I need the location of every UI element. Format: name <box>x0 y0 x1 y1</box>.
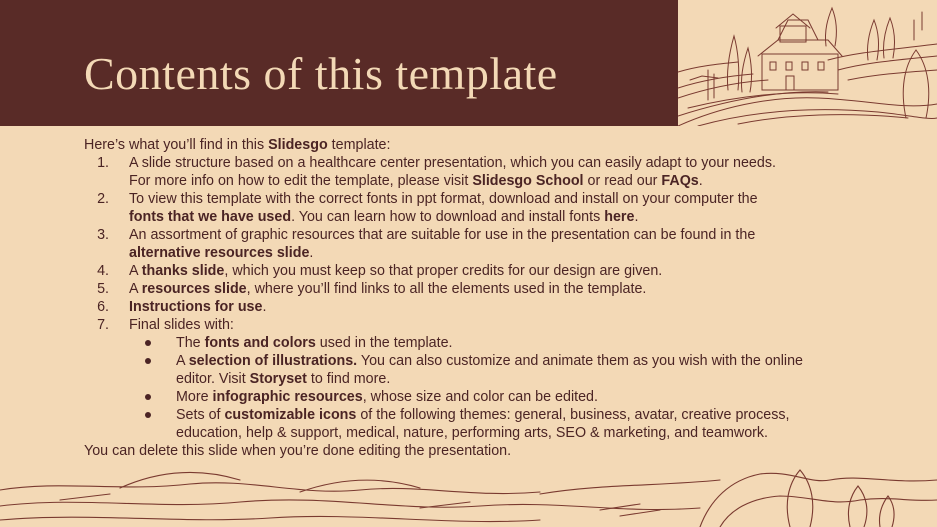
sub-list-item <box>129 406 864 442</box>
title-bar <box>0 0 678 126</box>
intro-text: Here’s what you’ll find in this Slidesgo template: <box>84 137 391 153</box>
list-number: 4. <box>97 263 109 279</box>
sub-list-item <box>129 334 864 352</box>
contents-body <box>84 136 864 460</box>
body-text: of the following themes: general, business, avatar, creative process, <box>356 407 790 423</box>
list-item-line <box>129 154 864 172</box>
highlight-text: fonts and colors <box>204 335 316 351</box>
highlight-text: Slidesgo School <box>472 173 584 189</box>
highlight-text: customizable icons <box>224 407 357 423</box>
list-number: 5. <box>97 281 109 297</box>
list-item-line <box>129 226 864 244</box>
body-text: You can also customize and animate them as you wish with the online <box>357 353 804 369</box>
highlight-text: resources slide <box>141 281 247 297</box>
body-text: . <box>262 299 267 315</box>
sub-list-item-line <box>176 352 864 370</box>
body-text: Final slides with: <box>129 317 234 333</box>
highlight-text: Storyset <box>249 371 307 387</box>
sub-list-item-line <box>176 406 864 424</box>
contents-list <box>84 154 864 442</box>
villa-illustration <box>678 0 937 126</box>
list-item-line <box>129 208 864 226</box>
highlight-text: alternative resources slide <box>129 245 310 261</box>
list-item <box>84 226 864 262</box>
villa-drawing-icon <box>678 0 937 126</box>
list-item <box>84 262 864 280</box>
body-text: The <box>176 335 205 351</box>
body-text: . You can learn how to download and install fonts <box>291 209 605 225</box>
list-item <box>84 280 864 298</box>
body-text: To view this template with the correct fonts in ppt format, download and install on your computer the <box>129 191 758 207</box>
body-text: Sets of <box>176 407 225 423</box>
list-item <box>84 298 864 316</box>
highlight-text: infographic resources <box>212 389 363 405</box>
landscape-illustration <box>0 440 937 527</box>
sub-list-item <box>129 388 864 406</box>
list-item <box>84 190 864 226</box>
sub-list <box>129 334 864 442</box>
body-text: , where you’ll find links to all the elements used in the template. <box>246 281 647 297</box>
list-number: 1. <box>97 155 109 171</box>
slide-title: Contents of this template <box>84 48 558 99</box>
list-item-line <box>129 262 864 280</box>
list-item-line <box>129 298 864 316</box>
body-text: A <box>129 263 142 279</box>
highlight-text: thanks slide <box>141 263 225 279</box>
highlight-text: FAQs <box>661 173 699 189</box>
body-text: , which you must keep so that proper credits for our design are given. <box>224 263 663 279</box>
body-text: A <box>176 353 189 369</box>
highlight-text: Instructions for use <box>129 299 263 315</box>
body-text: For more info on how to edit the template, please visit <box>129 173 473 189</box>
body-text: . <box>634 209 639 225</box>
body-text: to find more. <box>306 371 391 387</box>
list-item-line <box>129 190 864 208</box>
list-number: 6. <box>97 299 109 315</box>
highlight-text: fonts that we have used <box>129 209 292 225</box>
list-item <box>84 316 864 442</box>
body-text: More <box>176 389 213 405</box>
sub-list-item <box>129 352 864 388</box>
list-item-line <box>129 172 864 190</box>
list-item-line <box>129 316 864 334</box>
body-text: An assortment of graphic resources that are suitable for use in the presentation can be found in the <box>129 227 756 243</box>
body-text: , whose size and color can be edited. <box>362 389 598 405</box>
highlight-text: selection of illustrations. <box>188 353 358 369</box>
list-item-line <box>129 244 864 262</box>
body-text: . <box>698 173 703 189</box>
sub-list-item-line <box>176 388 864 406</box>
list-number: 3. <box>97 227 109 243</box>
body-text: education, help & support, medical, nature, performing arts, SEO & marketing, and teamwork. <box>176 425 769 441</box>
highlight-text: here <box>604 209 635 225</box>
sub-list-item-line <box>176 334 864 352</box>
list-number: 2. <box>97 191 109 207</box>
body-text: used in the template. <box>315 335 453 351</box>
body-text: or read our <box>583 173 662 189</box>
sub-list-item-line <box>176 370 864 388</box>
body-text: editor. Visit <box>176 371 250 387</box>
body-text: A <box>129 281 142 297</box>
list-item-line <box>129 280 864 298</box>
list-number: 7. <box>97 317 109 333</box>
body-text: A slide structure based on a healthcare center presentation, which you can easily adapt to your needs. <box>129 155 776 171</box>
list-item <box>84 154 864 190</box>
body-text: . <box>309 245 314 261</box>
outro-text: You can delete this slide when you’re done editing the presentation. <box>84 443 512 459</box>
